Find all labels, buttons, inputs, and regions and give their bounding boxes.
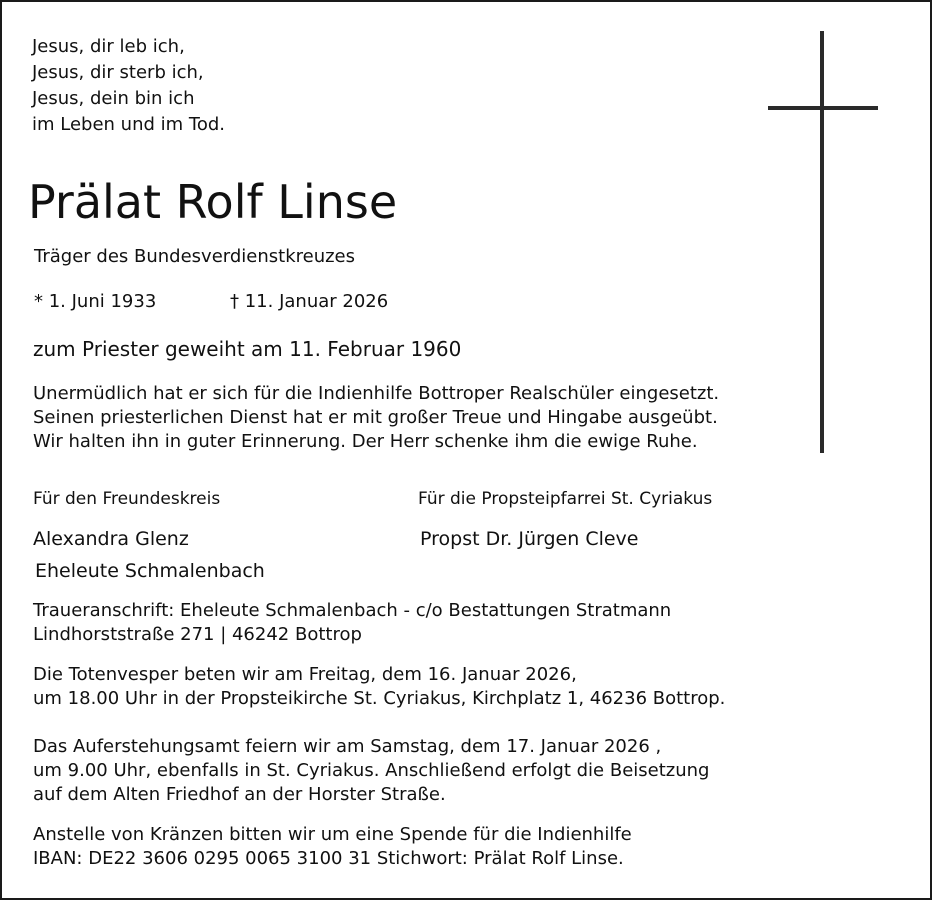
verse-line: im Leben und im Tod. [32,114,225,135]
vesper-info [33,663,725,711]
cross-icon-crossbar [768,106,878,110]
verse-line: Jesus, dir sterb ich, [32,62,204,83]
address-line: Lindhorststraße 271 | 46242 Bottrop [33,624,362,645]
ordination-line: zum Priester geweiht am 11. Februar 1960 [33,337,462,361]
deceased-name: Prälat Rolf Linse [28,175,398,229]
mass-line: um 9.00 Uhr, ebenfalls in St. Cyriakus. Anschließend erfolgt die Beisetzung [33,760,710,781]
verse-line: Jesus, dir leb ich, [32,36,185,57]
signatory-glenz: Alexandra Glenz [33,528,189,550]
donation-info [33,823,632,871]
honor-line: Träger des Bundesverdienstkreuzes [34,246,356,267]
death-date: † 11. Januar 2026 [230,291,389,312]
donation-line: Anstelle von Kränzen bitten wir um eine Spende für die Indienhilfe [33,824,632,845]
donation-line: IBAN: DE22 3606 0295 0065 3100 31 Stichwort: Prälat Rolf Linse. [33,848,624,869]
verse-line: Jesus, dein bin ich [32,88,195,109]
vesper-line: um 18.00 Uhr in der Propsteikirche St. Cyriakus, Kirchplatz 1, 46236 Bottrop. [33,688,726,709]
group-propsteipfarrei: Für die Propsteipfarrei St. Cyriakus [418,489,713,509]
bio-line: Wir halten ihn in guter Erinnerung. Der Herr schenke ihm die ewige Ruhe. [33,431,698,452]
group-freundeskreis: Für den Freundeskreis [33,489,221,509]
bio-line: Seinen priesterlichen Dienst hat er mit großer Treue und Hingabe ausgeübt. [33,407,718,428]
mass-line: Das Auferstehungsamt feiern wir am Samstag, dem 17. Januar 2026 , [33,736,662,757]
cross-icon [820,31,824,453]
bio-line: Unermüdlich hat er sich für die Indienhilfe Bottroper Realschüler eingesetzt. [33,383,720,404]
signatory-cleve: Propst Dr. Jürgen Cleve [420,528,639,550]
address-line: Traueranschrift: Eheleute Schmalenbach - c/o Bestattungen Stratmann [33,600,672,621]
birth-date: * 1. Juni 1933 [34,291,157,312]
mass-line: auf dem Alten Friedhof an der Horster Straße. [33,784,446,805]
mourning-address [33,599,671,647]
bible-verse [32,34,225,138]
signatory-schmalenbach: Eheleute Schmalenbach [35,560,265,582]
requiem-mass-info [33,735,709,807]
biography [33,382,719,454]
vesper-line: Die Totenvesper beten wir am Freitag, dem 16. Januar 2026, [33,664,577,685]
